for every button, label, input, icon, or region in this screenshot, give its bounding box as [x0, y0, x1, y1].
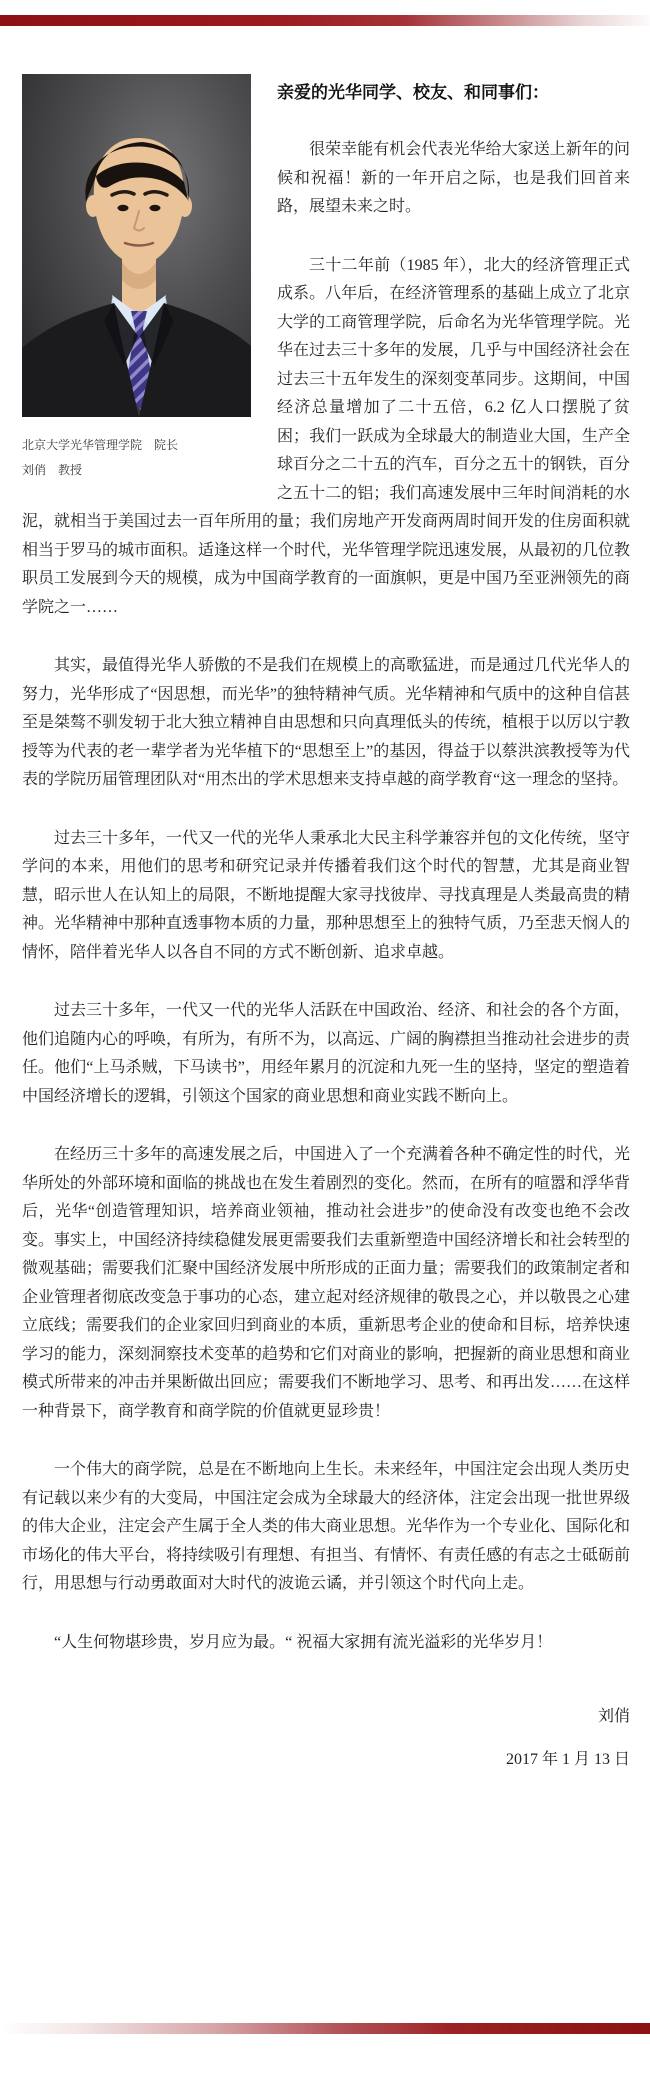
top-accent-bar — [0, 15, 650, 26]
letter-paragraph-5: 过去三十多年，一代又一代的光华人活跃在中国政治、经济、和社会的各个方面，他们追随内心的呼唤，有所为，有所不为，以高远、广阔的胸襟担当推动社会进步的责任。他们“上马杀贼，下马读书”，用经年累月的沉淀和九死一生的坚持，坚定的塑造着中国经济增长的逻辑，引领这个国家的商业思想和商业实践不断向上。 — [22, 1002, 631, 1105]
letter-paragraph-2: 三十二年前（1985 年），北大的经济管理正式成系。八年后，在经济管理系的基础上成立了北京大学的工商管理学院，后命名为光华管理学院。光华在过去三十多年的发展，几乎与中国经济社会在过去三十五年发生的深刻变革同步。这期间，中国经济总量增加了二十五倍，6.2 亿人口摆脱了贫困；我们一跃成为全球最大的制造业大国，生产全球百分之二十五的汽车，百分之五十的钢铁，百分之五十二的铝；我们高速发展中三年时间消耗的水泥，就相当于美国过去一百年所用的量；我们房地产开发商两周时间开发的住房面积就相当于罗马的城市面积。适逢这样一个时代，光华管理学院迅速发展，从最初的几位教职员工发展到今天的规模，成为中国商学教育的一面旗帜，更是中国乃至亚洲领先的商学院之一…… — [22, 256, 631, 616]
bottom-accent-bar — [0, 2023, 650, 2034]
photo-caption-line2: 刘俏 教授 — [22, 463, 83, 477]
letter-body — [22, 74, 630, 1774]
letter-paragraph-3: 其实，最值得光华人骄傲的不是我们在规模上的高歌猛进，而是通过几代光华人的努力，光华形成了“因思想，而光华”的独特精神气质。光华精神和气质中的这种自信甚至是桀骜不驯发轫于北大独立精神自由思想和只向真理低头的传统，植根于以厉以宁教授等为代表的老一辈学者为光华植下的“思想至上”的基因，得益于以蔡洪滨教授等为代表的学院历届管理团队对“用杰出的学术思想来支持卓越的商学教育“这一理念的坚持。 — [22, 657, 631, 788]
eye-left — [118, 205, 129, 211]
photo-caption-line1: 北京大学光华管理学院 院长 — [22, 438, 179, 452]
letter-signature: 刘俏 — [597, 1708, 630, 1725]
letter-closing-quote: “人生何物堪珍贵，岁月应为最。“ 祝福大家拥有流光溢彩的光华岁月！ — [54, 1633, 553, 1651]
dean-photo-block — [22, 74, 251, 483]
letter-paragraph-6: 在经历三十多年的高速发展之后，中国进入了一个充满着各种不确定性的时代，光华所处的外部环境和面临的挑战也在发生着剧烈的变化。然而，在所有的喧嚣和浮华背后，光华“创造管理知识，培养商业领袖，推动社会进步”的使命没有改变也绝不会改变。事实上，中国经济持续稳健发展更需要我们去重新塑造中国经济增长和社会转型的微观基础；需要我们汇聚中国经济发展中所形成的正面力量；需要我们的政策制定者和企业管理者彻底改变急于事功的心态，建立起对经济规律的敬畏之心，并以敬畏之心建立底线；需要我们的企业家回归到商业的本质，重新思考企业的使命和目标，培养快速学习的能力，深刻洞察技术变革的趋势和它们对商业的影响，把握新的商业思想和商业模式所带来的冲击并果断做出回应；需要我们不断地学习、思考、和再出发……在这样一种背景下，商学教育和商学院的价值就更显珍贵！ — [22, 1146, 631, 1420]
dean-portrait-photo — [22, 74, 251, 417]
letter-salutation: 亲爱的光华同学、校友、和同事们： — [277, 83, 549, 102]
letter-paragraph-7: 一个伟大的商学院，总是在不断地向上生长。未来经年，中国注定会出现人类历史有记载以来少有的大变局，中国注定会成为全球最大的经济体，注定会出现一批世界级的伟大企业，注定会产生属于全人类的伟大商业思想。光华作为一个专业化、国际化和市场化的伟大平台，将持续吸引有理想、有担当、有情怀、有责任感的有志之士砥砺前行，用思想与行动勇敢面对大时代的波诡云谲，并引领这个时代向上走。 — [22, 1461, 631, 1592]
letter-paragraph-1: 很荣幸能有机会代表光华给大家送上新年的问候和祝福！新的一年开启之际，也是我们回首来路，展望未来之时。 — [277, 141, 630, 215]
eye-right — [150, 205, 161, 211]
letter-date: 2017 年 1 月 13 日 — [505, 1750, 630, 1768]
letter-paragraph-4: 过去三十多年，一代又一代的光华人秉承北大民主科学兼容并包的文化传统，坚守学问的本来，用他们的思考和研究记录并传播着我们这个时代的智慧，尤其是商业智慧，昭示世人在认知上的局限，不断地提醒大家寻找彼岸、寻找真理是人类最高贵的精神。光华精神中那种直透事物本质的力量，那种思想至上的独特气质，乃至悲天悯人的情怀，陪伴着光华人以各自不同的方式不断创新、追求卓越。 — [22, 829, 631, 961]
photo-caption — [22, 433, 251, 483]
